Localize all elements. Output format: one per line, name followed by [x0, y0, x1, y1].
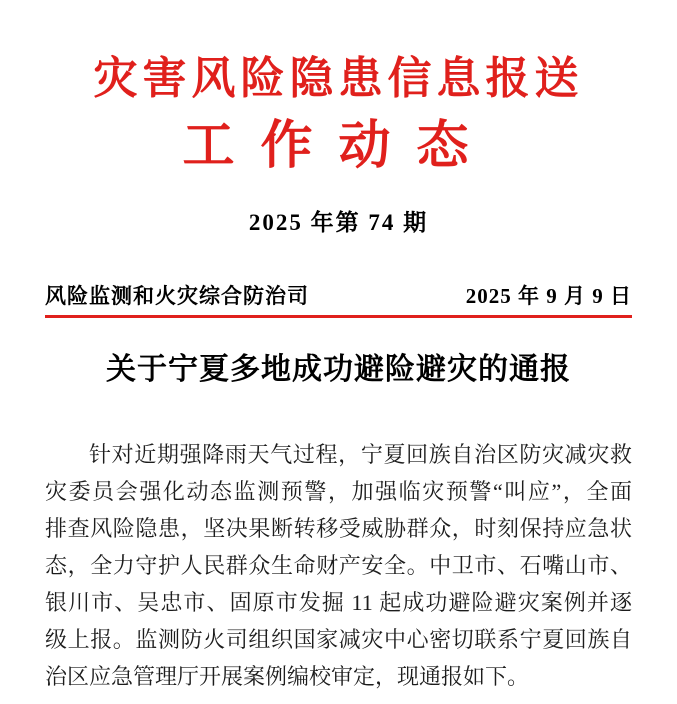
masthead-subtitle: 工作动态 — [182, 117, 495, 175]
red-divider — [45, 315, 632, 318]
body-line: 治区应急管理厅开展案例编校审定，现通报如下。 — [45, 663, 530, 689]
article-title: 关于宁夏多地成功避险避灾的通报 — [106, 352, 571, 386]
body-line: 级上报。监测防火司组织国家减灾中心密切联系宁夏回族自 — [45, 626, 632, 652]
article-body — [45, 436, 632, 695]
body-line: 灾委员会强化动态监测预警，加强临灾预警“叫应”，全面 — [45, 478, 632, 504]
issue-number: 2025 年第 74 期 — [248, 209, 429, 235]
report-date: 2025 年 9 月 9 日 — [465, 283, 632, 308]
body-line: 银川市、吴忠市、固原市发掘 11 起成功避险避灾案例并逐 — [45, 589, 632, 615]
body-line: 态，全力守护人民群众生命财产安全。中卫市、石嘴山市、 — [45, 552, 632, 578]
department-name: 风险监测和火灾综合防治司 — [45, 283, 309, 308]
body-line: 针对近期强降雨天气过程，宁夏回族自治区防灾减灾救 — [89, 441, 632, 467]
masthead-title: 灾害风险隐患信息报送 — [93, 54, 584, 103]
header-row — [45, 283, 632, 309]
body-line: 排查风险隐患，坚决果断转移受威胁群众，时刻保持应急状 — [45, 515, 632, 541]
